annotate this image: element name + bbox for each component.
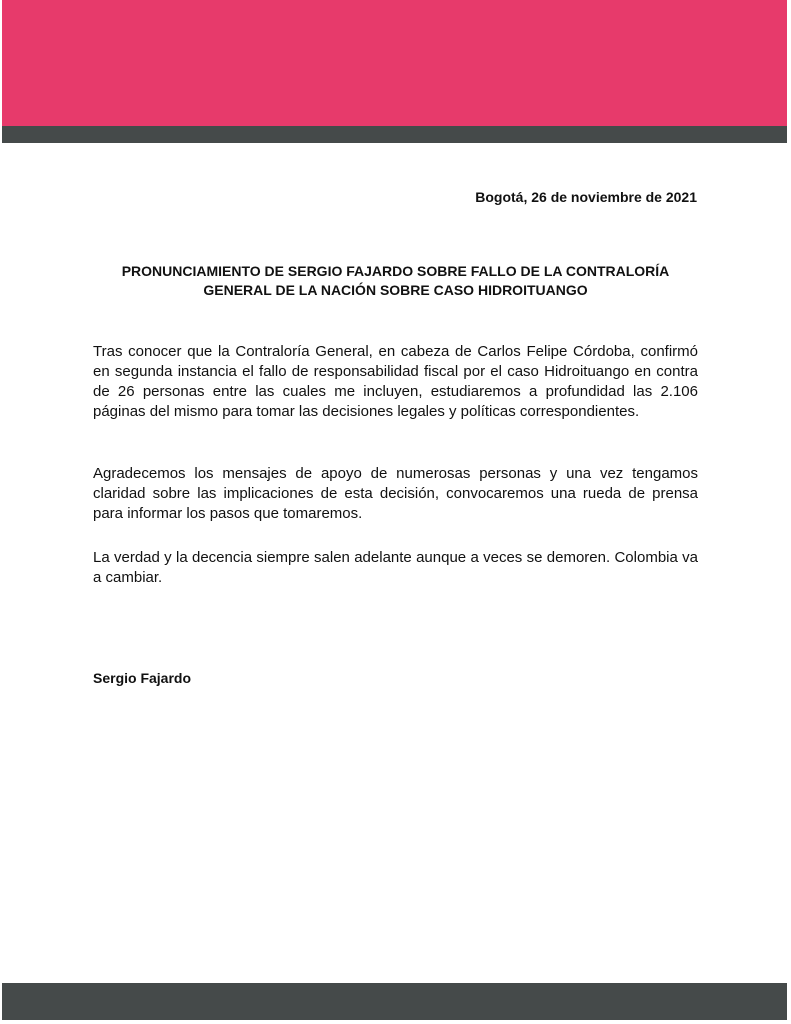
signature: Sergio Fajardo — [93, 670, 192, 686]
document-title-line-2: GENERAL DE LA NACIÓN SOBRE CASO HIDROITUANGO — [203, 282, 588, 298]
paragraph-1: Tras conocer que la Contraloría General, en cabeza de Carlos Felipe Córdoba, confirmó en segunda instancia el fallo de responsabilidad fiscal por el caso Hidroituango en contra de 26 personas entre las cuales me incluyen, estudiaremos a profundidad las 2.106 páginas del mismo para tomar las decisiones legales y políticas correspondientes. — [93, 343, 698, 420]
document-title-line-1: PRONUNCIAMIENTO DE SERGIO FAJARDO SOBRE FALLO DE LA CONTRALORÍA — [121, 263, 670, 279]
document-title — [93, 262, 698, 300]
document-date: Bogotá, 26 de noviembre de 2021 — [475, 189, 697, 205]
paragraph-3: La verdad y la decencia siempre salen adelante aunque a veces se demoren. Colombia va a cambiar. — [93, 549, 698, 586]
header-dark-band — [2, 126, 787, 143]
footer-dark-band — [2, 983, 787, 1020]
paragraph-2: Agradecemos los mensajes de apoyo de numerosas personas y una vez tengamos claridad sobre las implicaciones de esta decisión, convocaremos una rueda de prensa para informar los pasos que tomaremos. — [93, 465, 698, 522]
header-pink-band — [2, 0, 787, 126]
